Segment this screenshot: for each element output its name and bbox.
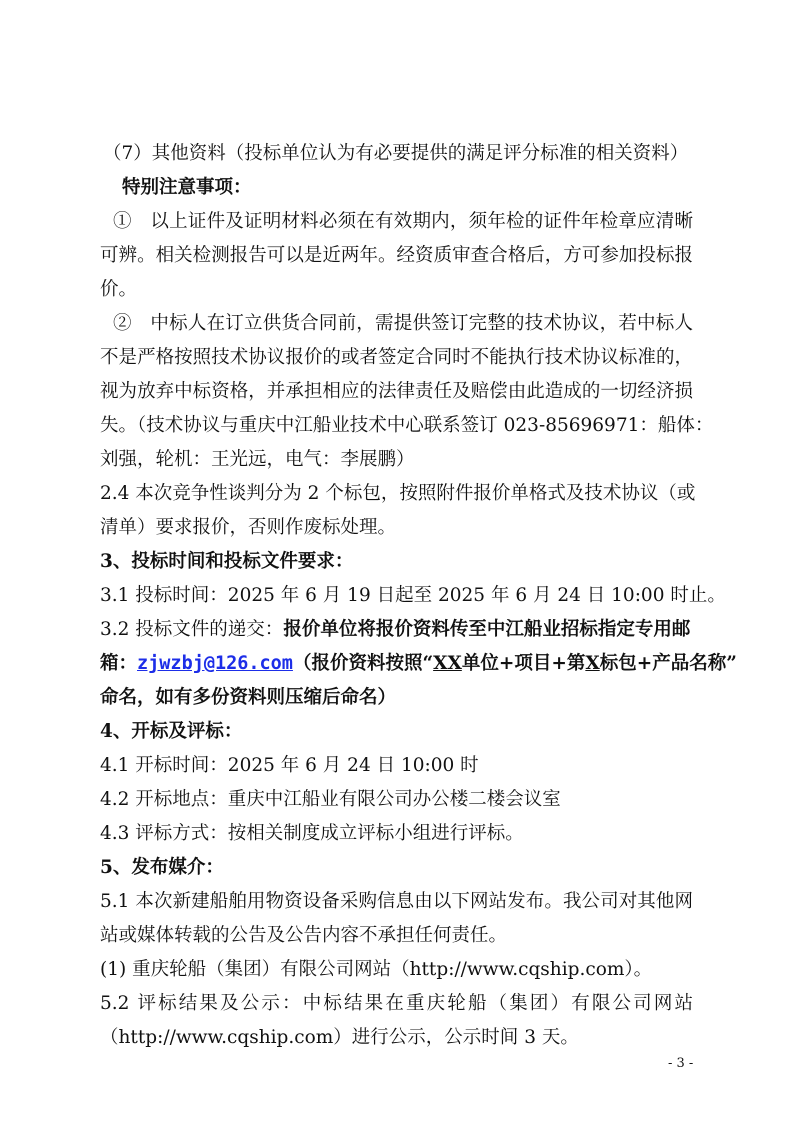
section-heading: 4、开标及评标： <box>100 721 243 742</box>
text-line: 价。 <box>100 279 138 300</box>
text-span: 标包+产品名称” <box>599 653 737 674</box>
text-span: （报价资料按照“ <box>292 653 434 674</box>
text-span-underlined: X <box>585 653 600 674</box>
text-line: 刘强，轮机：王光远，电气：李展鹏） <box>100 449 415 470</box>
text-line: 清单）要求报价，否则作废标处理。 <box>100 517 397 538</box>
section-heading: 3、投标时间和投标文件要求： <box>100 551 354 572</box>
text-line: 命名，如有多份资料则压缩后命名） <box>100 687 397 708</box>
text-line: 5.2 评标结果及公示：中标结果在重庆轮船（集团）有限公司网站 <box>100 993 693 1014</box>
text-line: 4.1 开标时间：2025 年 6 月 24 日 10:00 时 <box>100 755 479 776</box>
text-line: 4.2 开标地点：重庆中江船业有限公司办公楼二楼会议室 <box>100 789 561 810</box>
text-line: ① 以上证件及证明材料必须在有效期内，须年检的证件年检章应清晰 <box>113 211 693 232</box>
section-heading: 5、发布媒介： <box>100 857 224 878</box>
text-line: 2.4 本次竞争性谈判分为 2 个标包，按照附件报价单格式及技术协议（或 <box>100 483 696 504</box>
text-line <box>100 647 737 681</box>
text-line: 4.3 评标方式：按相关制度成立评标小组进行评标。 <box>100 823 524 844</box>
text-span: 3.2 投标文件的递交： <box>100 619 284 640</box>
text-line: 3.1 投标时间：2025 年 6 月 19 日起至 2025 年 6 月 24 日 10:00 时止。 <box>100 585 726 606</box>
text-span: 箱： <box>100 653 138 674</box>
text-line: 不是严格按照技术协议报价的或者签定合同时不能执行技术协议标准的， <box>100 347 693 368</box>
section-heading: 特别注意事项： <box>122 177 252 198</box>
text-line: ② 中标人在订立供货合同前，需提供签订完整的技术协议，若中标人 <box>113 313 693 334</box>
text-span-bold: 报价单位将报价资料传至中江船业招标指定专用邮 <box>283 619 691 640</box>
text-line: （7）其他资料（投标单位认为有必要提供的满足评分标准的相关资料） <box>103 143 689 164</box>
text-line <box>100 613 693 647</box>
text-line: 失。（技术协议与重庆中江船业技术中心联系签订 023-85696971：船体： <box>100 415 714 436</box>
page-number: - 3 - <box>668 1056 694 1071</box>
text-span-underlined: XX <box>433 653 462 674</box>
email-link[interactable]: zjwzbj@126.com <box>137 653 293 674</box>
text-line: 视为放弃中标资格，并承担相应的法律责任及赔偿由此造成的一切经济损 <box>100 381 693 402</box>
text-line: 5.1 本次新建船舶用物资设备采购信息由以下网站发布。我公司对其他网 <box>100 891 693 912</box>
text-line: （http://www.cqship.com）进行公示，公示时间 3 天。 <box>100 1027 579 1048</box>
text-line: (1) 重庆轮船（集团）有限公司网站（http://www.cqship.com）。 <box>100 959 653 980</box>
text-line: 可辨。相关检测报告可以是近两年。经资质审查合格后，方可参加投标报 <box>100 245 693 266</box>
text-line: 站或媒体转载的公告及公告内容不承担任何责任。 <box>100 925 508 946</box>
text-span: 单位+项目+第 <box>461 653 586 674</box>
